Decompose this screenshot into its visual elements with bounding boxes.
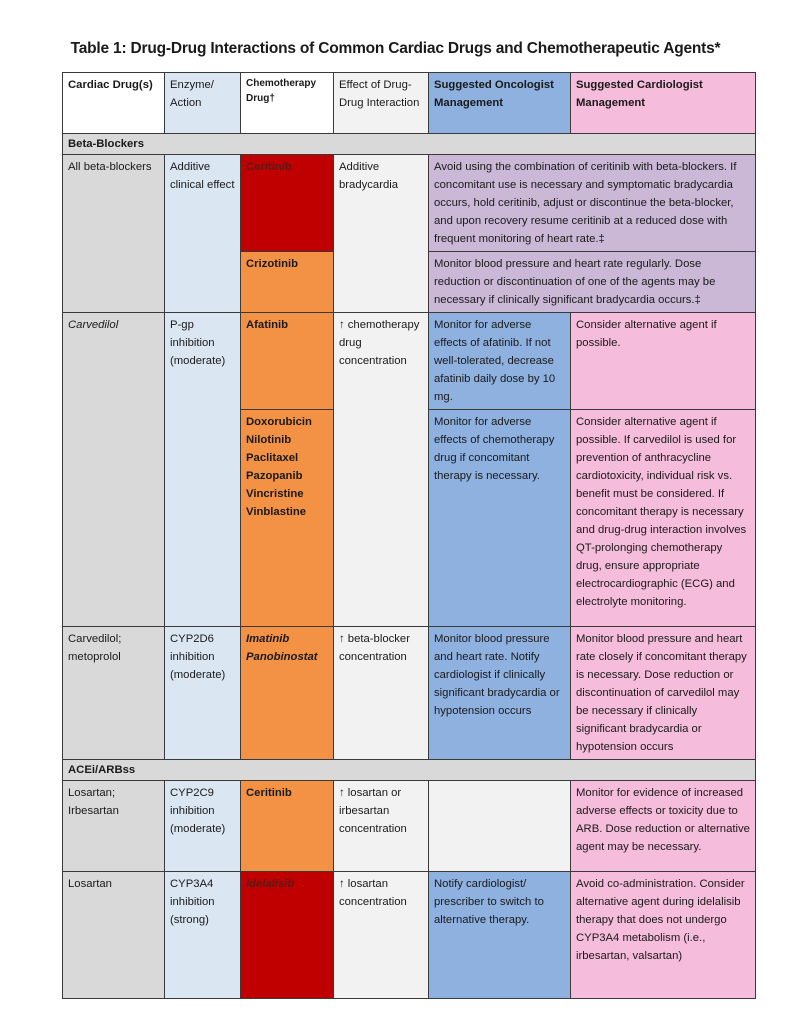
chemo-drug-cell: Idelalisib (241, 872, 334, 999)
chemo-drug: Vinblastine (246, 506, 307, 518)
chemo-drug-cell: Afatinib (241, 313, 334, 410)
enzyme-cell: CYP3A4 inhibition (strong) (165, 872, 241, 999)
table-row (63, 627, 756, 760)
chemo-drug: Nilotinib (246, 434, 292, 446)
chemo-drug-list-cell (241, 627, 334, 760)
header-row (63, 73, 756, 134)
header-enzyme-action: Enzyme/ Action (165, 73, 241, 134)
table-title: Table 1: Drug-Drug Interactions of Common Cardiac Drugs and Chemotherapeutic Agents* (70, 40, 721, 57)
cardiac-drug-cell: All beta-blockers (63, 155, 165, 313)
enzyme-cell: CYP2C9 inhibition (moderate) (165, 781, 241, 872)
cardiologist-cell: Avoid co-administration. Consider alternative agent during idelalisib therapy that does not undergo CYP3A4 metabolism (i.e., irbesartan, valsartan) (571, 872, 756, 999)
chemo-drug: Pazopanib (246, 470, 303, 482)
cardiac-drug-cell: Losartan (63, 872, 165, 999)
cardiac-drug-cell: Carvedilol (63, 313, 165, 627)
header-cardiologist-management: Suggested Cardiologist Management (571, 73, 756, 134)
oncologist-cell: Notify cardiologist/ prescriber to switch to alternative therapy. (429, 872, 571, 999)
chemo-drug: Paclitaxel (246, 452, 299, 464)
effect-cell: ↑ losartan or irbesartan concentration (334, 781, 429, 872)
section-row-acei-arbs (63, 760, 756, 781)
effect-cell: Additive bradycardia (334, 155, 429, 313)
cardiologist-cell: Monitor blood pressure and heart rate closely if concomitant therapy is necessary. Dose reduction or discontinuation of carvedilol may be necessary if clinically significant bradycardia or hypotension occurs (571, 627, 756, 760)
chemo-drug-cell: Ceritinib (241, 155, 334, 252)
drug-interaction-table (62, 72, 756, 999)
effect-cell: ↑ chemotherapy drug concentration (334, 313, 429, 627)
management-cell: Monitor blood pressure and heart rate regularly. Dose reduction or discontinuation of one of the agents may be necessary if clinically significant bradycardia occurs.‡ (429, 252, 756, 313)
enzyme-cell: CYP2D6 inhibition (moderate) (165, 627, 241, 760)
chemo-drug: Vincristine (246, 488, 304, 500)
section-title: Beta-Blockers (63, 134, 756, 155)
table-row (63, 155, 756, 252)
effect-cell: ↑ beta-blocker concentration (334, 627, 429, 760)
table-row (63, 313, 756, 410)
chemo-drug-cell: Ceritinib (241, 781, 334, 872)
section-row-beta-blockers (63, 134, 756, 155)
header-effect: Effect of Drug-Drug Interaction (334, 73, 429, 134)
cardiologist-cell: Consider alternative agent if possible. (571, 313, 756, 410)
section-title: ACEi/ARBss (63, 760, 756, 781)
chemo-drug-cell: Crizotinib (241, 252, 334, 313)
header-cardiac-drug: Cardiac Drug(s) (63, 73, 165, 134)
cardiac-drug-cell: Losartan; Irbesartan (63, 781, 165, 872)
table-row (63, 781, 756, 872)
oncologist-cell: Monitor for adverse effects of chemotherapy drug if concomitant therapy is necessary. (429, 410, 571, 627)
cardiac-drug-cell: Carvedilol; metoprolol (63, 627, 165, 760)
header-oncologist-management: Suggested Oncologist Management (429, 73, 571, 134)
chemo-drug: Panobinostat (246, 651, 318, 663)
chemo-drug: Doxorubicin (246, 416, 312, 428)
chemo-drug-list-cell (241, 410, 334, 627)
cardiologist-cell: Monitor for evidence of increased adverse effects or toxicity due to ARB. Dose reduction or alternative agent may be necessary. (571, 781, 756, 872)
header-chemotherapy-drug: Chemotherapy Drug† (241, 73, 334, 134)
oncologist-cell (429, 781, 571, 872)
oncologist-cell: Monitor blood pressure and heart rate. Notify cardiologist if clinically significant bradycardia or hypotension occurs (429, 627, 571, 760)
chemo-drug: Imatinib (246, 633, 290, 645)
cardiologist-cell: Consider alternative agent if possible. If carvedilol is used for prevention of anthracycline cardiotoxicity, individual risk vs. benefit must be considered. If concomitant therapy is necessary and drug-drug interaction involves QT-prolonging chemotherapy drug, ensure appropriate electrocardiographic (ECG) and electrolyte monitoring. (571, 410, 756, 627)
enzyme-cell: P-gp inhibition (moderate) (165, 313, 241, 627)
table-row (63, 872, 756, 999)
effect-cell: ↑ losartan concentration (334, 872, 429, 999)
management-cell: Avoid using the combination of ceritinib with beta-blockers. If concomitant use is necessary and symptomatic bradycardia occurs, hold ceritinib, adjust or discontinue the beta-blocker, and upon recovery resume ceritinib at a reduced dose with frequent monitoring of heart rate.‡ (429, 155, 756, 252)
oncologist-cell: Monitor for adverse effects of afatinib. If not well-tolerated, decrease afatinib daily dose by 10 mg. (429, 313, 571, 410)
enzyme-cell: Additive clinical effect (165, 155, 241, 313)
